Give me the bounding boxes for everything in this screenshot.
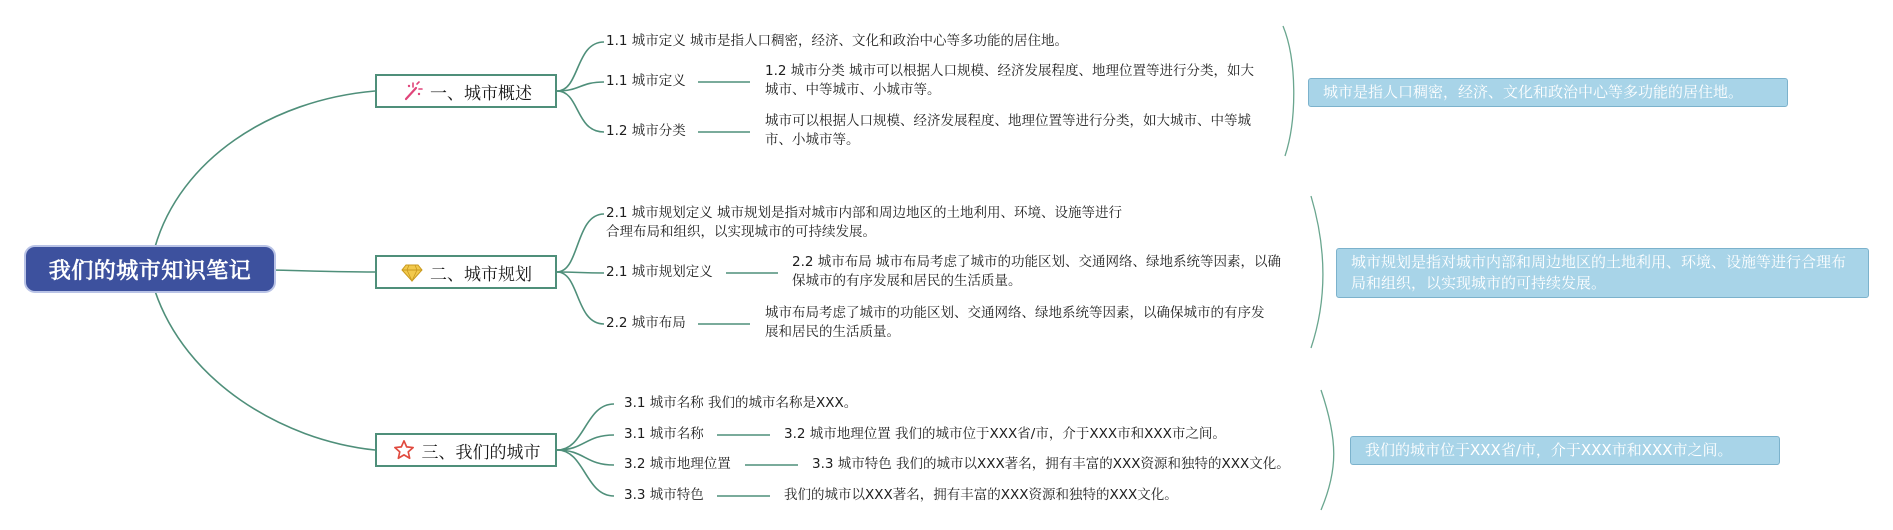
branch-2-topic[interactable]	[375, 255, 557, 289]
summary-bracket-3	[1321, 390, 1334, 510]
star-icon	[392, 438, 416, 462]
b1-summary[interactable]: 城市是指人口稠密，经济、文化和政治中心等多功能的居住地。	[1308, 78, 1788, 107]
summary-bracket-1	[1283, 26, 1294, 156]
b1-detail-1[interactable]: 1.2 城市分类 城市可以根据人口规模、经济发展程度、地理位置等进行分类，如大城市、中等城市、小城市等。	[765, 63, 1255, 98]
b2-detail-1[interactable]: 2.2 城市布局 城市布局考虑了城市的功能区划、交通网络、绿地系统等因素，以确保城市的有序发展和居民的生活质量。	[792, 254, 1282, 289]
b3-detail-1[interactable]: 3.2 城市地理位置 我们的城市位于XXX省/市，介于XXX市和XXX市之间。	[784, 426, 1226, 442]
link-b2-item-3	[557, 272, 604, 324]
link-b1-item-3	[557, 91, 604, 132]
link-root-branch-3	[155, 291, 375, 450]
b3-detail-2[interactable]: 3.3 城市特色 我们的城市以XXX著名，拥有丰富的XXX资源和独特的XXX文化。	[812, 456, 1290, 472]
b2-detail-2[interactable]: 城市布局考虑了城市的功能区划、交通网络、绿地系统等因素，以确保城市的有序发展和居民的生活质量。	[765, 305, 1265, 340]
branch-2-label: 二、城市规划	[430, 264, 532, 285]
b2-item-1[interactable]: 2.1 城市规划定义 城市规划是指对城市内部和周边地区的土地利用、环境、设施等进行合理布局和组织，以实现城市的可持续发展。	[606, 205, 1123, 240]
link-b2-item-2	[557, 272, 604, 273]
b1-detail-2[interactable]: 城市可以根据人口规模、经济发展程度、地理位置等进行分类，如大城市、中等城市、小城市等。	[765, 113, 1251, 148]
b1-item-2[interactable]: 1.1 城市定义	[606, 73, 686, 89]
link-b1-item-1	[557, 42, 604, 91]
sparkle-icon	[400, 79, 424, 103]
b2-summary[interactable]: 城市规划是指对城市内部和周边地区的土地利用、环境、设施等进行合理布局和组织，以实现城市的可持续发展。	[1336, 248, 1869, 298]
link-root-branch-1	[155, 91, 375, 247]
b3-item-2[interactable]: 3.1 城市名称	[624, 426, 704, 442]
b3-item-1[interactable]: 3.1 城市名称 我们的城市名称是XXX。	[624, 395, 858, 411]
root-topic[interactable]: 我们的城市知识笔记	[26, 247, 274, 291]
b3-item-3[interactable]: 3.2 城市地理位置	[624, 456, 731, 472]
branch-3-label: 三、我们的城市	[421, 442, 541, 463]
b3-summary[interactable]: 我们的城市位于XXX省/市，介于XXX市和XXX市之间。	[1350, 436, 1780, 465]
b3-detail-3[interactable]: 我们的城市以XXX著名，拥有丰富的XXX资源和独特的XXX文化。	[784, 487, 1178, 503]
diamond-icon	[400, 260, 424, 284]
branch-3-topic[interactable]	[375, 433, 557, 467]
branch-1-label: 一、城市概述	[430, 83, 532, 104]
summary-bracket-2	[1311, 196, 1323, 348]
link-root-branch-2	[274, 270, 375, 272]
branch-1-topic[interactable]	[375, 74, 557, 108]
b3-item-4[interactable]: 3.3 城市特色	[624, 487, 704, 503]
link-b2-item-1	[557, 214, 604, 272]
b2-item-3[interactable]: 2.2 城市布局	[606, 315, 686, 331]
b1-item-3[interactable]: 1.2 城市分类	[606, 123, 686, 139]
b2-item-2[interactable]: 2.1 城市规划定义	[606, 264, 713, 280]
b1-item-1[interactable]: 1.1 城市定义 城市是指人口稠密，经济、文化和政治中心等多功能的居住地。	[606, 33, 1069, 49]
